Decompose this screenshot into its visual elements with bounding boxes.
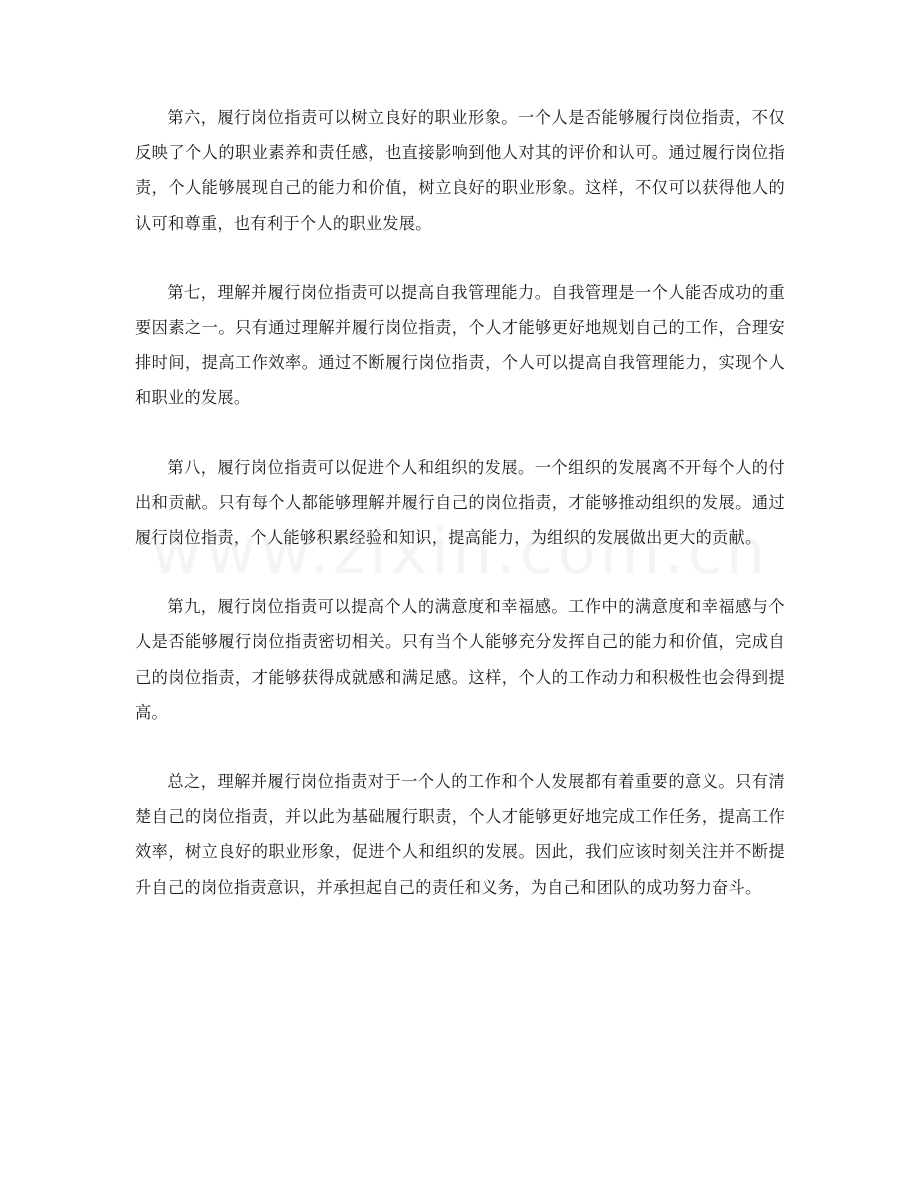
paragraph-seventh: 第七，理解并履行岗位指责可以提高自我管理能力。自我管理是一个人能否成功的重要因素之一。只有通过理解并履行岗位指责，个人才能够更好地规划自己的工作，合理安排时间，提高工作效率。通过不断履行岗位指责，个人可以提高自我管理能力，实现个人和职业的发展。 — [135, 282, 785, 408]
paragraph-sixth: 第六，履行岗位指责可以树立良好的职业形象。一个人是否能够履行岗位指责，不仅反映了个人的职业素养和责任感，也直接影响到他人对其的评价和认可。通过履行岗位指责，个人能够展现自己的能力和价值，树立良好的职业形象。这样，不仅可以获得他人的认可和尊重，也有利于个人的职业发展。 — [135, 108, 785, 233]
paragraph-ninth: 第九，履行岗位指责可以提高个人的满意度和幸福感。工作中的满意度和幸福感与个人是否能够履行岗位指责密切相关。只有当个人能够充分发挥自己的能力和价值，完成自己的岗位指责，才能够获得成就感和满足感。这样，个人的工作动力和积极性也会得到提高。 — [135, 597, 785, 722]
paragraph-eighth: 第八，履行岗位指责可以促进个人和组织的发展。一个组织的发展离不开每个人的付出和贡献。只有每个人都能够理解并履行自己的岗位指责，才能够推动组织的发展。通过履行岗位指责，个人能够积累经验和知识，提高能力，为组织的发展做出更大的贡献。 — [135, 457, 785, 548]
paragraph-conclusion: 总之，理解并履行岗位指责对于一个人的工作和个人发展都有着重要的意义。只有清楚自己的岗位指责，并以此为基础履行职责，个人才能够更好地完成工作任务，提高工作效率，树立良好的职业形象，促进个人和组织的发展。因此，我们应该时刻关注并不断提升自己的岗位指责意识，并承担起自己的责任和义务，为自己和团队的成功努力奋斗。 — [135, 772, 785, 897]
document-body — [135, 100, 785, 939]
